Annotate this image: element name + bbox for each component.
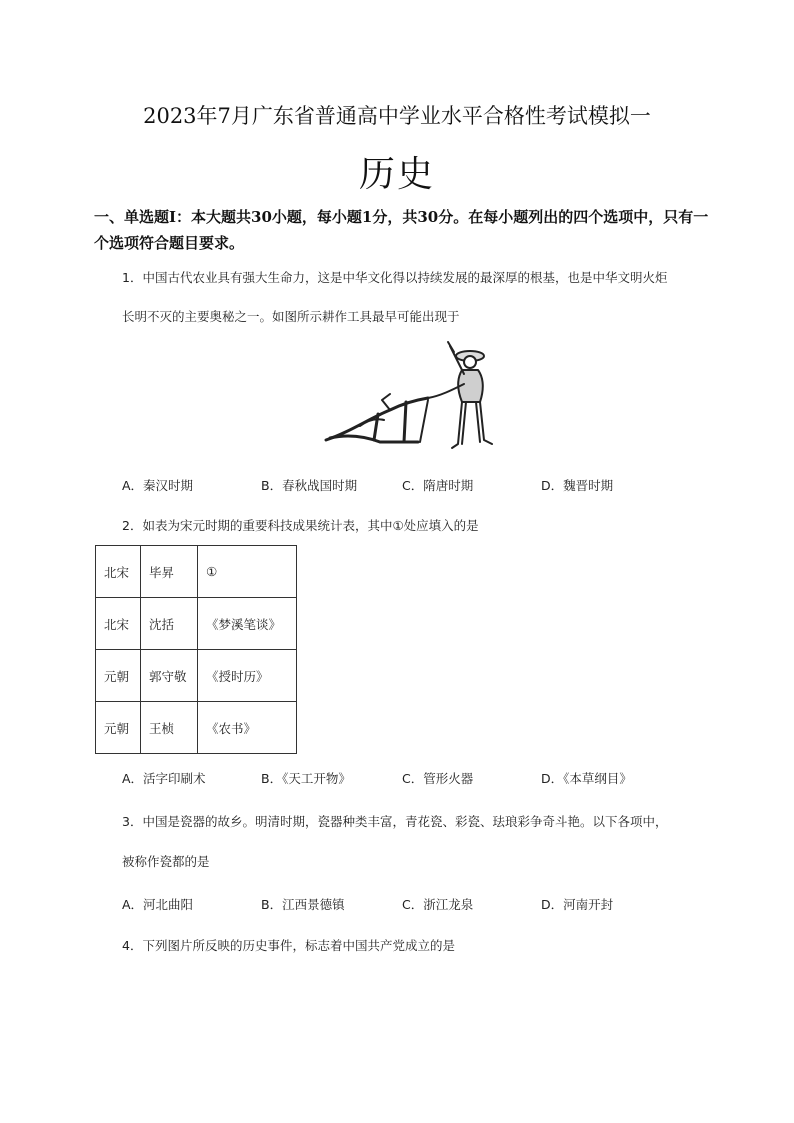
q3-option-c: C．浙江龙泉 (402, 897, 474, 912)
question-3-line-1: 3．中国是瓷器的故乡。明清时期，瓷器种类丰富，青花瓷、彩瓷、珐琅彩争奇斗艳。以下各项中， (122, 814, 668, 829)
table-row (96, 650, 297, 702)
q2-option-d: D．《本草纲目》 (541, 771, 632, 786)
table-row (96, 546, 297, 598)
exam-title: 2023年7月广东省普通高中学业水平合格性考试模拟一 (143, 104, 651, 128)
table-cell: 北宋 (96, 546, 141, 598)
table-cell: 《授时历》 (198, 650, 297, 702)
table-cell: 北宋 (96, 598, 141, 650)
table-cell: 《梦溪笔谈》 (198, 598, 297, 650)
question-3-line-2: 被称作瓷都的是 (122, 854, 210, 869)
table-row (96, 702, 297, 754)
q1-option-b: B．春秋战国时期 (261, 478, 358, 493)
section-heading: 一、单选题I：本大题共30小题，每小题1分，共30分。在每小题列出的四个选项中，只有一个选项符合题目要求。 (94, 208, 709, 252)
table-row (96, 598, 297, 650)
q1-option-d: D．魏晋时期 (541, 478, 614, 493)
table-cell: 《农书》 (198, 702, 297, 754)
q3-option-d: D．河南开封 (541, 897, 614, 912)
q2-option-b: B．《天工开物》 (261, 771, 351, 786)
table-cell: 元朝 (96, 650, 141, 702)
table-cell: 元朝 (96, 702, 141, 754)
table-cell: 沈括 (141, 598, 198, 650)
question-1-line-1: 1．中国古代农业具有强大生命力，这是中华文化得以持续发展的最深厚的根基，也是中华文明火炬 (122, 270, 668, 285)
q3-option-b: B．江西景德镇 (261, 897, 345, 912)
question-2-line-1: 2．如表为宋元时期的重要科技成果统计表，其中①处应填入的是 (122, 518, 479, 533)
table-cell: 毕昇 (141, 546, 198, 598)
subject-title: 历史 (358, 154, 435, 195)
tech-achievements-table (95, 545, 297, 754)
question-1-line-2: 长明不灭的主要奥秘之一。如图所示耕作工具最早可能出现于 (122, 309, 460, 324)
q1-option-a: A．秦汉时期 (122, 478, 194, 493)
q1-option-c: C．隋唐时期 (402, 478, 474, 493)
q2-option-a: A．活字印刷术 (122, 771, 206, 786)
plowing-farmer-illustration (320, 340, 500, 452)
table-cell: 王桢 (141, 702, 198, 754)
table-cell: 郭守敬 (141, 650, 198, 702)
question-4-line-1: 4．下列图片所反映的历史事件，标志着中国共产党成立的是 (122, 938, 455, 953)
q2-option-c: C．管形火器 (402, 771, 474, 786)
table-cell: ① (198, 546, 297, 598)
q3-option-a: A．河北曲阳 (122, 897, 194, 912)
